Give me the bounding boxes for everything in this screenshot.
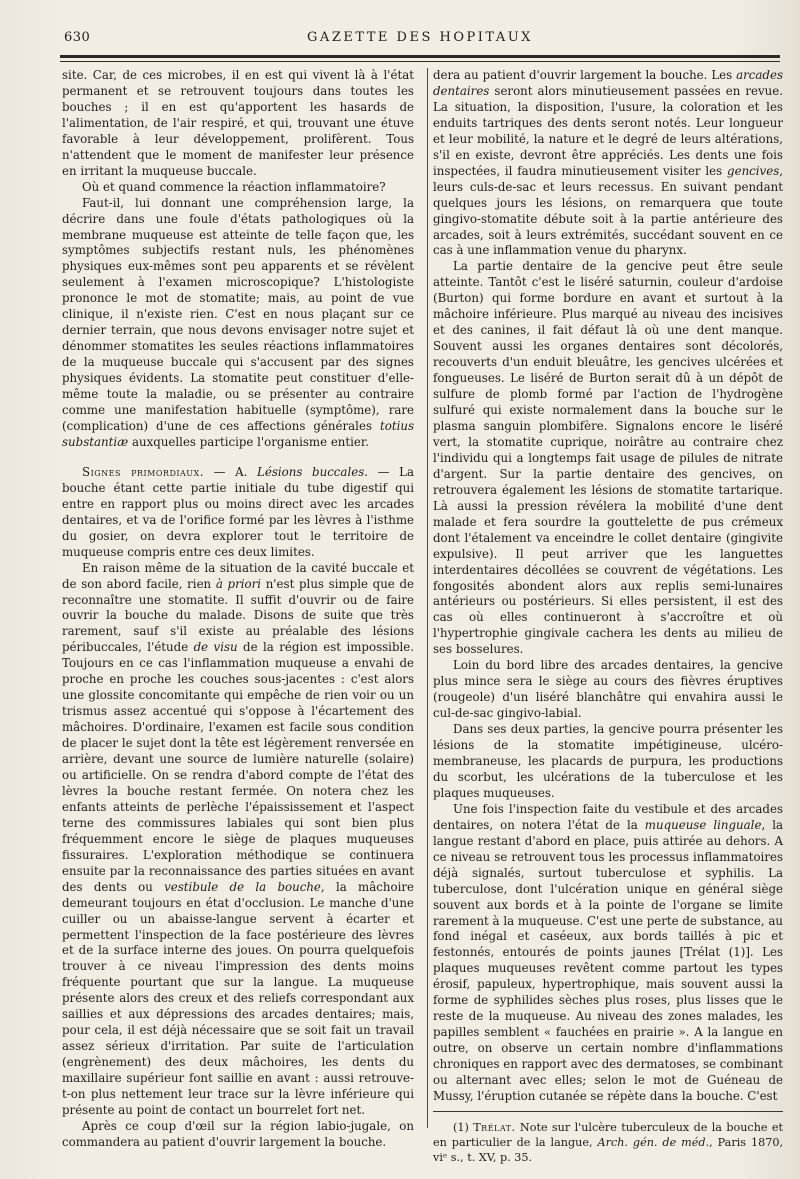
paragraph: Dans ses deux parties, la gencive pourra présenter les lésions de la stomatite impétigineuse, ulcéro-membraneuse, les placards de purpura, les productions du scorbut, les ulcérations de la tuberculose et les plaques muqueuses. bbox=[433, 722, 783, 800]
footnote-rule bbox=[433, 1111, 783, 1112]
paragraph: En raison même de la situation de la cavité buccale et de son abord facile, rien à priori n'est plus simple que de reconnaître une stomatite. Il suffit d'ouvrir ou de faire ouvrir la bouche du malade. Disons de suite que très rarement, sauf s'il existe au préalable des lésions péribuccales, l'étude de visu de la région est impossible. Toujours en ce cas l'inflammation muqueuse a envahi de proche en proche les couches sous-jacentes : c'est alors une glossite concomitante qui empêche de rien voir ou un trismus assez accentué qui s'oppose à l'écartement des mâchoires. D'ordinaire, l'examen est facile sous condition de placer le sujet dont la tête est légèrement renversée en arrière, devant une source de lumière naturelle (solaire) ou artificielle. On se rendra d'abord compte de l'état des lèvres la bouche restant fermée. On notera chez les enfants atteints de perlèche l'épaississement et l'aspect terne des commissures labiales qui sont bien plus fréquemment encore le siège de plaques muqueuses fissuraires. L'exploration méthodique se continuera ensuite par la reconnaissance des parties situées en avant des dents ou vestibule de la bouche, la mâchoire demeurant toujours en état d'occlusion. Le manche d'une cuiller ou un abaisse-langue servent à écarter et permettent l'inspection de la face postérieure des lèvres et de la surface interne des joues. On pourra quelquefois trouver à ce niveau l'impression des dents moins fréquente pourtant que sur la langue. La muqueuse présente alors des creux et des reliefs correspondant aux saillies et aux dépressions des arcades dentaires; mais, pour cela, il est déjà nécessaire que se soit fait un travail assez sérieux d'irritation. Par suite de l'articulation (engrènement) des deux mâchoires, les dents du maxillaire supérieur font saillie en avant : aussi retrouve-t-on plus nettement leur trace sur la lèvre inférieure qui présente au point de contact un bourrelet fort net. bbox=[62, 560, 415, 1117]
page-header bbox=[60, 28, 780, 52]
subsection-heading: Lésions buccales. bbox=[257, 464, 369, 479]
paragraph: Après ce coup d'œil sur la région labio-jugale, on commandera au patient d'ouvrir largement la bouche. bbox=[62, 1118, 414, 1149]
header-rule-thin bbox=[60, 61, 780, 62]
section-paragraph: Signes primordiaux. — A. Lésions buccales. — La bouche étant cette partie initiale du tube digestif qui entre en rapport plus ou moins direct avec les arcades dentaires, et va de l'orifice formé par les lèvres à l'isthme du gosier, on devra explorer tout le territoire de muqueuse compris entre ces deux limites. bbox=[62, 464, 414, 559]
footnote: (1) Trélat. Note sur l'ulcère tuberculeux de la bouche et en particulier de la langue, Arch. gén. de méd., Paris 1870, viᵉ s., t. XV, p. 35. bbox=[433, 1120, 784, 1164]
running-title: GAZETTE DES HOPITAUX bbox=[307, 30, 533, 45]
paragraph: dera au patient d'ouvrir largement la bouche. Les arcades dentaires seront alors minutieusement passées en revue. La situation, la disposition, l'usure, la coloration et les enduits tartriques des dents seront notés. Leur longueur et leur mobilité, la nature et le degré de leurs altérations, s'il en existe, devront être appréciés. Les dents une fois inspectées, il faudra minutieusement visiter les gencives, leurs culs-de-sac et leurs recessus. En suivant pendant quelques jours les lésions, on remarquera que toute gingivo-stomatite débute soit à la partie antérieure des arcades, soit à leurs extrémités, succédant souvent en ce cas à une inflammation venue du pharynx. bbox=[433, 68, 783, 258]
paragraph: Loin du bord libre des arcades dentaires, la gencive plus mince sera le siège au cours des fièvres éruptives (rougeole) d'un liséré blanchâtre qui envahira aussi le cul-de-sac gingivo-labial. bbox=[433, 658, 783, 721]
column-divider bbox=[427, 68, 428, 1128]
paragraph: Où et quand commence la réaction inflammatoire? bbox=[82, 179, 386, 194]
left-column bbox=[62, 68, 414, 1151]
right-column bbox=[433, 68, 783, 1165]
paragraph: La partie dentaire de la gencive peut être seule atteinte. Tantôt c'est le liséré saturnin, couleur d'ardoise (Burton) qui forme bordure en avant et surtout à la mâchoire inférieure. Plus marqué au niveau des incisives et des canines, il fait défaut là où une dent manque. Souvent aussi les organes dentaires sont décolorés, recouverts d'un enduit bleuâtre, les gencives ulcérées et fongueuses. Le liséré de Burton serait dû à un dépôt de sulfure de plomb formé par l'action de l'hydrogène sulfuré qui existe normalement dans la bouche sur le plasma sanguin plombifère. Signalons encore le liséré vert, la stomatite cuprique, noirâtre au contraire chez l'individu qui a longtemps fait usage de pilules de nitrate d'argent. Sur la partie dentaire des gencives, on retrouvera également les lésions de stomatite tartarique. Là aussi la pression révélera la mobilité d'une dent malade et fera sourdre la gouttelette de pus crémeux dont l'étalement va enceindre le collet dentaire (gingivite expulsive). Il peut arriver que les languettes interdentaires décollées se couvrent de végétations. Les fongosités abondent alors aux replis semi-lunaires antérieurs ou postérieurs. Si elles persistent, il est des cas où elles continueront à s'accroître et où l'hypertrophie gingivale cachera les dents au milieu de ses bosselures. bbox=[433, 259, 783, 657]
paragraph: Faut-il, lui donnant une compréhension large, la décrire dans une foule d'états pathologiques où la membrane muqueuse est atteinte de telle façon que, les symptômes subjectifs restant nuls, les phénomènes physiques eux-mêmes sont peu apparents et se révèlent seulement à l'examen microscopique? L'histologiste prononce le mot de stomatite; mais, au point de vue clinique, il n'existe rien. C'est en nous plaçant sur ce dernier terrain, que nous devons envisager notre sujet et dénommer stomatites les seules réactions inflammatoires de la muqueuse buccale qui s'accusent par des signes physiques évidents. La stomatite peut constituer d'elle-même toute la maladie, ou se présenter au contraire comme une manifestation habituelle (symptôme), rare (complication) d'une de ces affections générales totius substantiæ auxquelles participe l'organisme entier. bbox=[62, 195, 414, 449]
header-rule-thick bbox=[60, 55, 780, 58]
paragraph: site. Car, de ces microbes, il en est qui vivent là à l'état permanent et se retrouvent toujours dans toutes les bouches ; il en est qu'apportent les hasards de l'alimentation, de l'air respiré, et qui, trouvant une étuve favorable à leur développement, prolifèrent. Tous n'attendent que le moment de manifester leur présence en irritant la muqueuse buccale. bbox=[62, 68, 414, 178]
paragraph: Une fois l'inspection faite du vestibule et des arcades dentaires, on notera l'état de la muqueuse linguale, la langue restant d'abord en place, puis attirée au dehors. A ce niveau se retrouvent tous les processus inflammatoires déjà signalés, surtout tuberculose et syphilis. La tuberculose, dont l'ulcération unique en général siège souvent aux bords et à la pointe de l'organe se limite rarement à la muqueuse. C'est une perte de substance, au fond inégal et caséeux, aux bords taillés à pic et festonnés, entourés de points jaunes [Trélat (1)]. Les plaques muqueuses revêtent comme partout les types érosif, papuleux, hypertrophique, mais souvent aussi la forme de syphilides sèches plus roses, plus lisses que le reste de la muqueuse. Au niveau des zones malades, les papilles semblent « fauchées en prairie ». A la langue en outre, on observe un certain nombre d'inflammations chroniques en rapport avec des dermatoses, se combinant ou alternant avec elles; selon le mot de Guéneau de Mussy, l'éruption cutanée se répète dans la bouche. C'est bbox=[433, 801, 783, 1103]
section-heading: Signes primordiaux. bbox=[82, 464, 204, 479]
page-number: 630 bbox=[64, 30, 91, 45]
